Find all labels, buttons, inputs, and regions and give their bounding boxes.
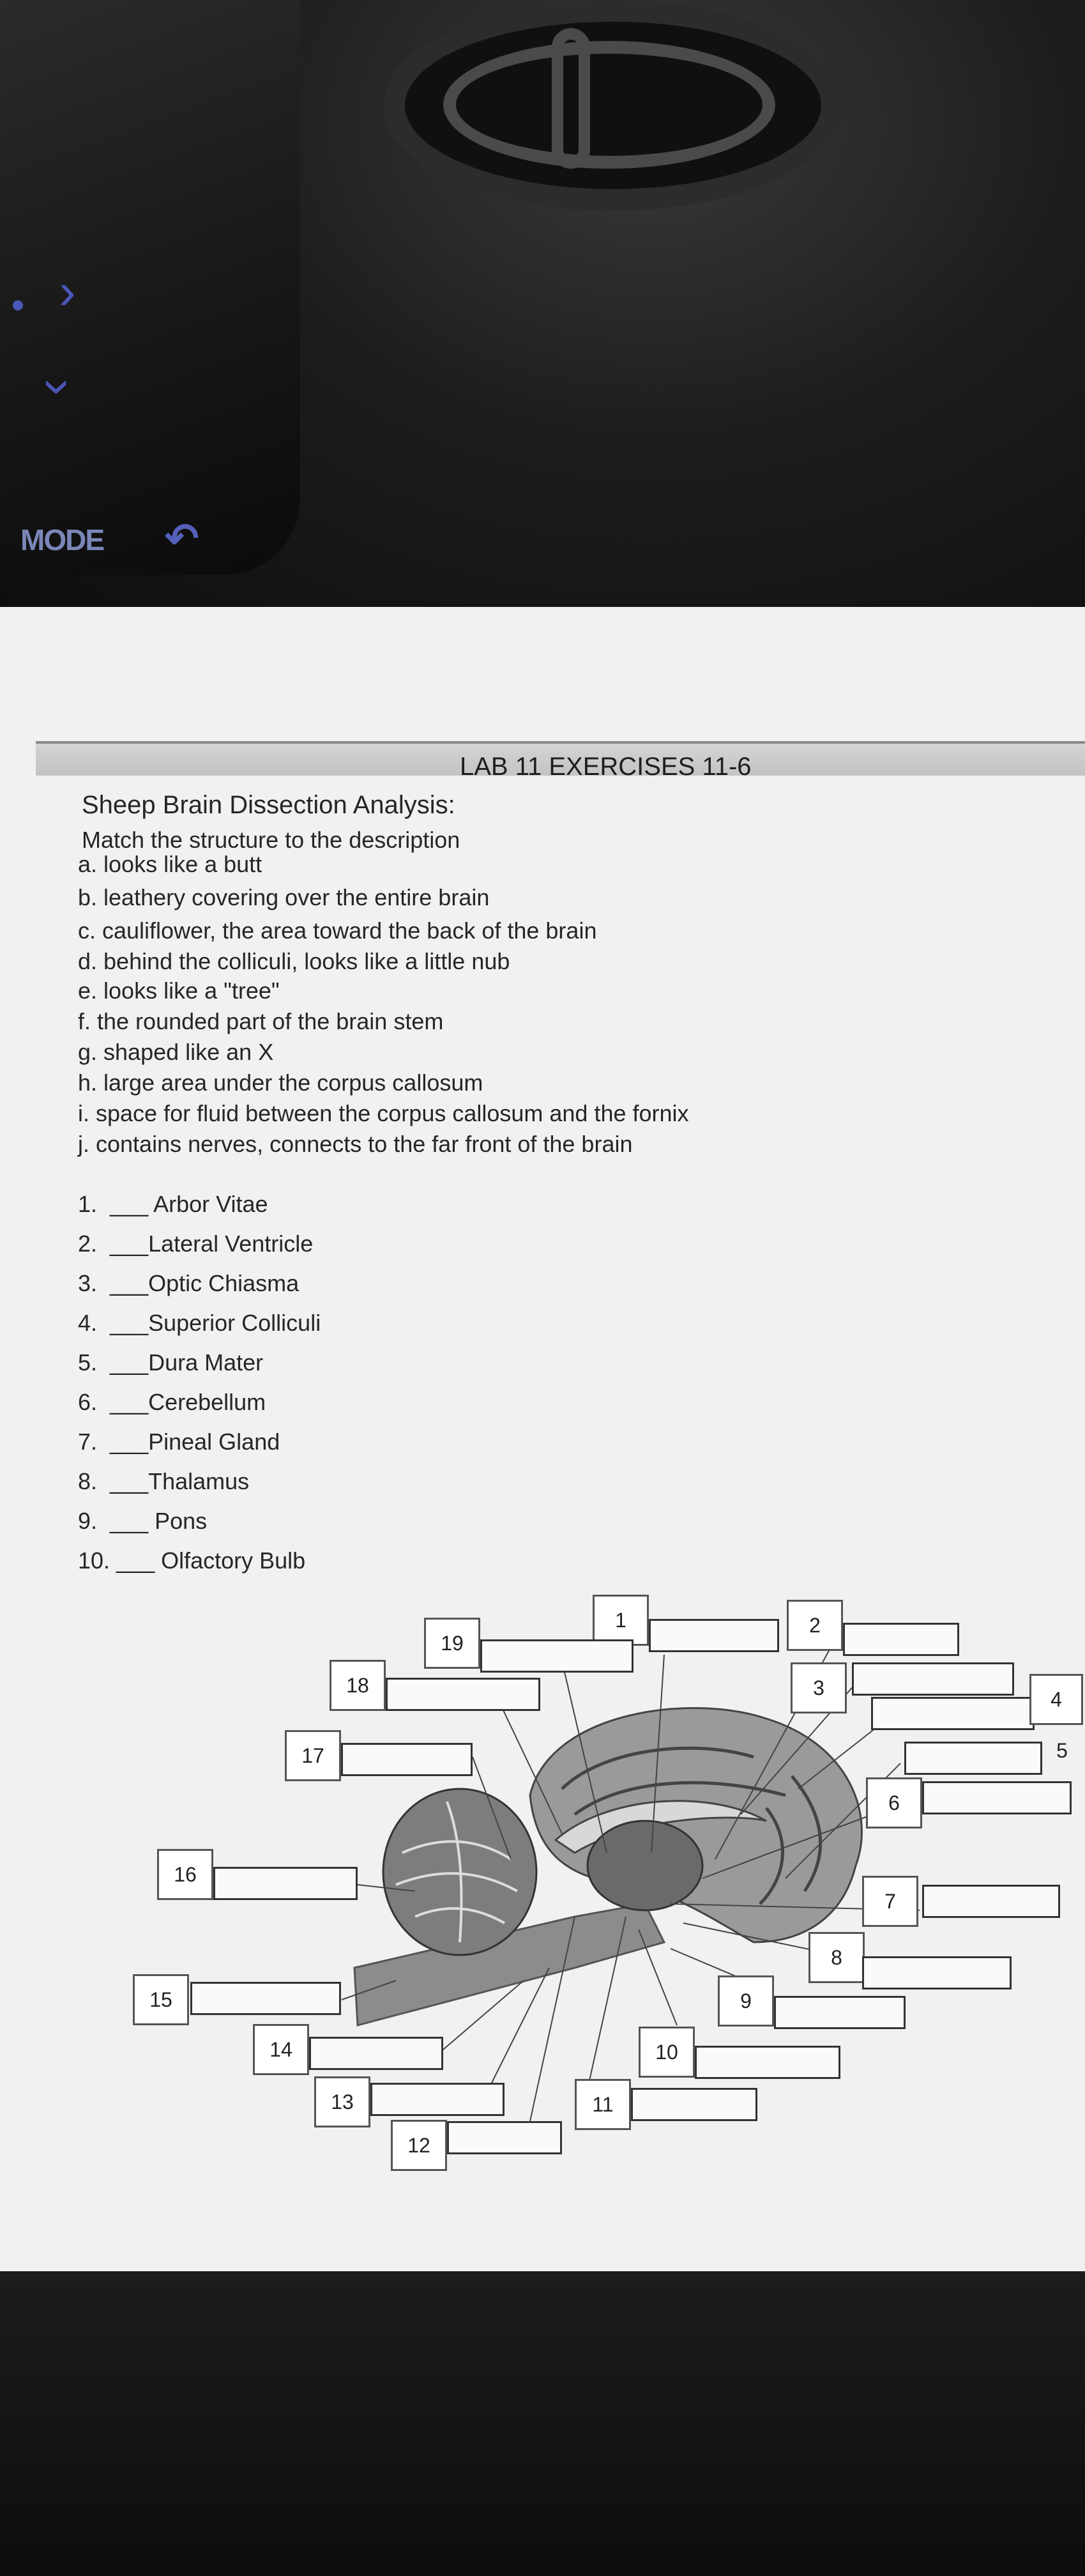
label-number-12: 12	[391, 2120, 447, 2171]
car-logo-icon	[383, 0, 843, 211]
description-g: g. shaped like an X	[78, 1039, 274, 1065]
answer-box-8[interactable]	[862, 1956, 1012, 1989]
matching-item-3: 3. ___Optic Chiasma	[78, 1270, 300, 1296]
floor-background	[0, 2271, 1085, 2576]
answer-box-7[interactable]	[922, 1885, 1060, 1918]
diagram-labels	[0, 1584, 1085, 2172]
answer-box-18[interactable]	[386, 1678, 540, 1711]
matching-item-2: 2. ___Lateral Ventricle	[78, 1230, 314, 1257]
worksheet-title: LAB 11 EXERCISES 11-6	[460, 753, 752, 781]
label-number-13: 13	[314, 2076, 370, 2128]
answer-box-15[interactable]	[190, 1982, 341, 2015]
steering-wheel-panel	[0, 0, 300, 575]
matching-item-6: 6. ___Cerebellum	[78, 1389, 266, 1415]
label-number-16: 16	[157, 1849, 213, 1900]
matching-item-1: 1. ___ Arbor Vitae	[78, 1191, 268, 1217]
label-number-10: 10	[639, 2027, 695, 2078]
answer-box-14[interactable]	[309, 2037, 443, 2070]
description-j: j. contains nerves, connects to the far front of the brain	[78, 1131, 633, 1157]
matching-item-10: 10. ___ Olfactory Bulb	[78, 1547, 306, 1574]
chevron-right-icon: ›	[59, 263, 76, 319]
answer-box-19[interactable]	[480, 1639, 634, 1673]
answer-box-9[interactable]	[774, 1996, 906, 2029]
answer-box-10[interactable]	[695, 2046, 840, 2079]
description-i: i. space for fluid between the corpus callosum and the fornix	[78, 1100, 689, 1126]
label-number-18: 18	[330, 1660, 386, 1711]
chevron-down-icon: ›	[31, 378, 89, 396]
label-number-14: 14	[253, 2024, 309, 2075]
answer-box-13[interactable]	[370, 2083, 505, 2116]
label-number-9: 9	[718, 1975, 774, 2027]
label-number-17: 17	[285, 1730, 341, 1781]
description-e: e. looks like a "tree"	[78, 977, 280, 1004]
label-number-19: 19	[424, 1618, 480, 1669]
matching-item-8: 8. ___Thalamus	[78, 1468, 250, 1494]
label-number-6: 6	[866, 1777, 922, 1828]
matching-item-9: 9. ___ Pons	[78, 1508, 208, 1534]
mode-button-label: MODE	[20, 523, 103, 556]
car-logo-stem	[552, 28, 590, 169]
label-number-15: 15	[133, 1974, 189, 2025]
matching-item-4: 4. ___Superior Colliculi	[78, 1310, 321, 1336]
label-number-11: 11	[575, 2079, 631, 2130]
answer-box-17[interactable]	[341, 1743, 473, 1776]
answer-box-11[interactable]	[631, 2088, 757, 2121]
description-d: d. behind the colliculi, looks like a little nub	[78, 948, 510, 974]
answer-box-1[interactable]	[649, 1619, 779, 1652]
label-number-3: 3	[791, 1662, 847, 1713]
label-number-4: 4	[1029, 1674, 1083, 1725]
label-number-8: 8	[808, 1932, 865, 1983]
description-b: b. leathery covering over the entire brain	[78, 884, 490, 910]
description-h: h. large area under the corpus callosum	[78, 1070, 483, 1096]
label-number-7: 7	[862, 1876, 918, 1927]
dashboard-background	[0, 0, 1085, 613]
answer-box-4[interactable]	[871, 1697, 1035, 1730]
worksheet-heading: Sheep Brain Dissection Analysis:	[82, 791, 455, 819]
label-number-5: 5	[1056, 1738, 1068, 1762]
answer-box-6[interactable]	[922, 1781, 1072, 1814]
car-logo-oval	[443, 41, 775, 169]
instruction-text: Match the structure to the description	[82, 827, 460, 853]
label-number-2: 2	[787, 1600, 843, 1651]
matching-item-5: 5. ___Dura Mater	[78, 1349, 264, 1376]
answer-box-12[interactable]	[447, 2121, 562, 2154]
answer-box-16[interactable]	[213, 1867, 358, 1900]
indicator-dot	[13, 300, 23, 310]
matching-item-7: 7. ___Pineal Gland	[78, 1429, 280, 1455]
label-number-1: 1	[593, 1595, 649, 1646]
answer-box-2[interactable]	[843, 1623, 959, 1656]
answer-box-5[interactable]	[904, 1742, 1042, 1775]
description-a: a. looks like a butt	[78, 851, 262, 877]
answer-box-3[interactable]	[852, 1662, 1014, 1696]
description-f: f. the rounded part of the brain stem	[78, 1008, 444, 1034]
description-c: c. cauliflower, the area toward the back of the brain	[78, 917, 597, 944]
return-arrow-icon: ↶	[165, 515, 199, 561]
